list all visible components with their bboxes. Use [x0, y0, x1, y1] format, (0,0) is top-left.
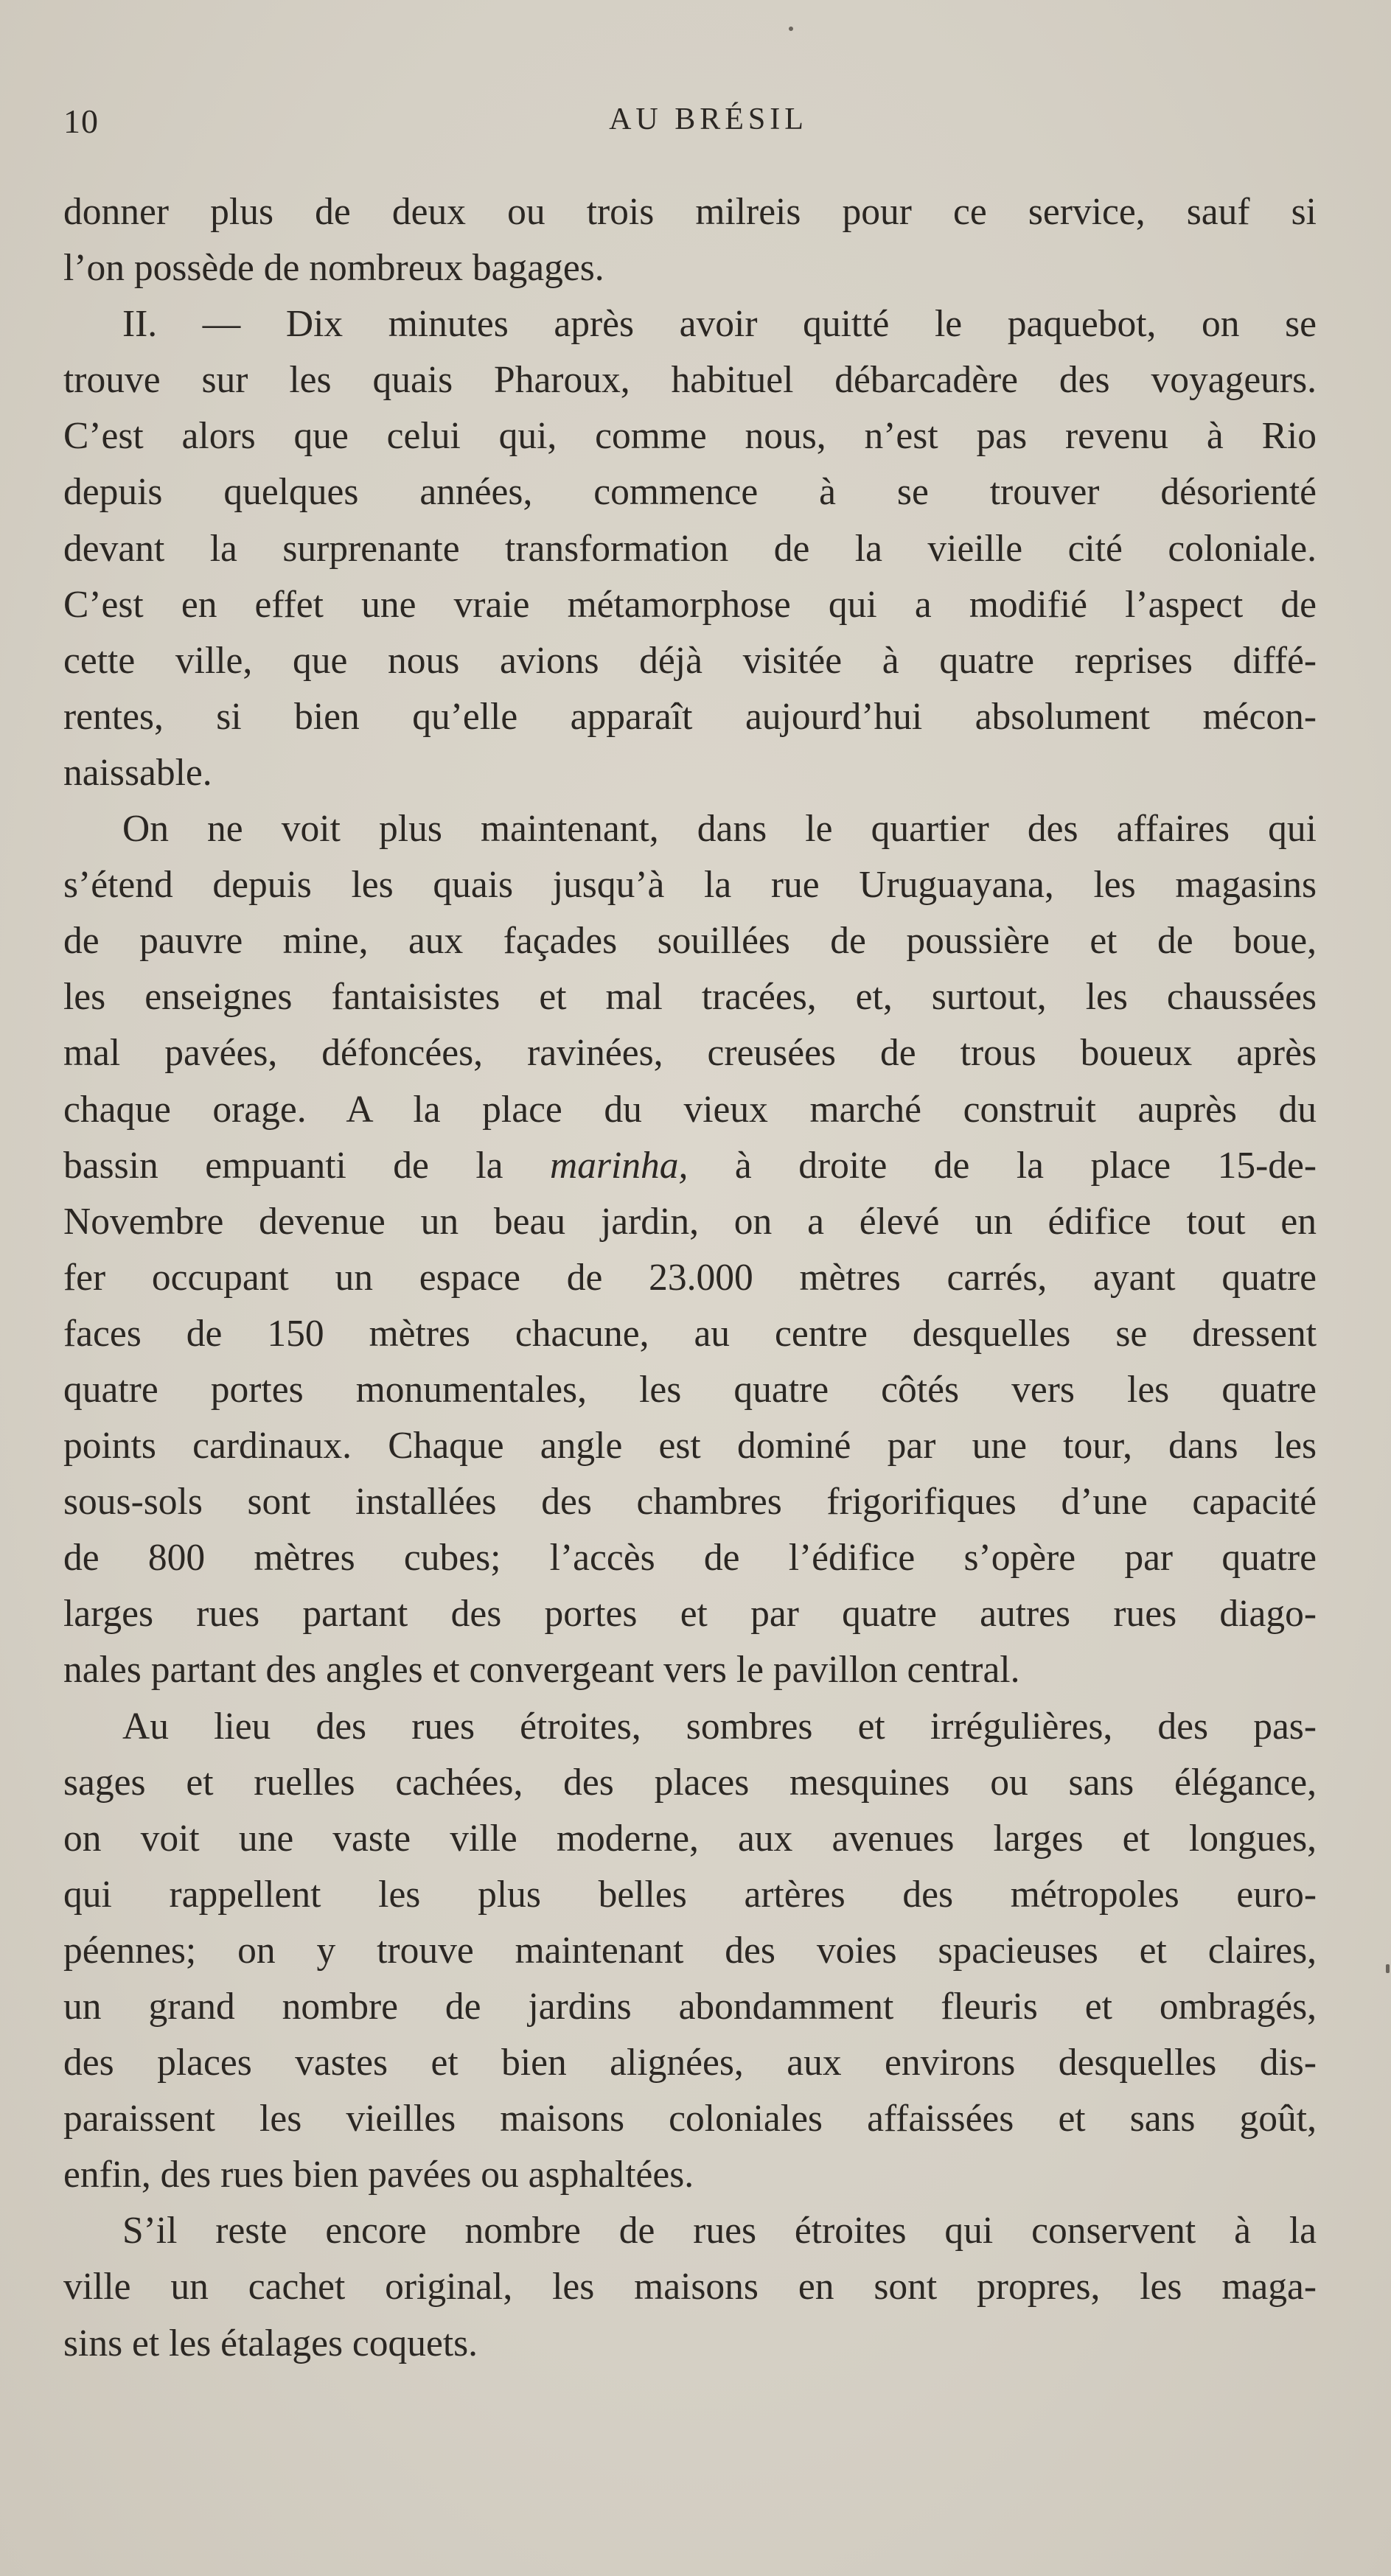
text-line-with-italic: [63, 1138, 1317, 1194]
text-line: naissable.: [63, 751, 212, 794]
paragraph: [63, 1699, 1317, 2204]
text-line: mal pavées, défoncées, ravinées, creusées de trous boueux après: [63, 1032, 1317, 1075]
text-line: II. — Dix minutes après avoir quitté le paquebot, on se: [122, 303, 1317, 346]
text-line: des places vastes et bien alignées, aux environs desquelles dis-: [63, 2042, 1317, 2084]
text-segment: bassin empuanti de la: [63, 1144, 551, 1187]
text-line: nales partant des angles et convergeant vers le pavillon central.: [63, 1649, 1020, 1692]
text-line: s’étend depuis les quais jusqu’à la rue Uruguayana, les magasins: [63, 864, 1317, 907]
text-line: paraissent les vieilles maisons coloniales affaissées et sans goût,: [63, 2098, 1317, 2140]
text-line: l’on possède de nombreux bagages.: [63, 247, 604, 290]
text-line: qui rappellent les plus belles artères des métropoles euro-: [63, 1873, 1317, 1916]
paper-speck: [1386, 1964, 1390, 1973]
text-line: péennes; on y trouve maintenant des voies spacieuses et claires,: [63, 1929, 1317, 1972]
body-text: [63, 184, 1317, 2372]
text-line: S’il reste encore nombre de rues étroites qui conservent à la: [122, 2210, 1317, 2252]
text-line: sous-sols sont installées des chambres frigorifiques d’une capacité: [63, 1481, 1317, 1523]
text-line: On ne voit plus maintenant, dans le quartier des affaires qui: [122, 808, 1317, 851]
italic-word: marinha,: [550, 1144, 688, 1187]
paragraph: [63, 296, 1317, 801]
text-line: sins et les étalages coquets.: [63, 2322, 478, 2364]
text-line: de pauvre mine, aux façades souillées de poussière et de boue,: [63, 920, 1317, 963]
text-line: points cardinaux. Chaque angle est dominé par une tour, dans les: [63, 1425, 1317, 1467]
text-line: Au lieu des rues étroites, sombres et irrégulières, des pas-: [122, 1705, 1317, 1748]
text-line: quatre portes monumentales, les quatre côtés vers les quatre: [63, 1368, 1317, 1411]
text-line: C’est en effet une vraie métamorphose qui a modifié l’aspect de: [63, 583, 1317, 626]
text-line: chaque orage. A la place du vieux marché construit auprès du: [63, 1088, 1317, 1131]
text-line: ville un cachet original, les maisons en sont propres, les maga-: [63, 2266, 1317, 2308]
running-title: AU BRÉSIL: [609, 102, 808, 136]
text-line: C’est alors que celui qui, comme nous, n’est pas revenu à Rio: [63, 415, 1317, 458]
text-line: depuis quelques années, commence à se trouver désorienté: [63, 471, 1317, 514]
paragraph: [63, 2203, 1317, 2371]
paper-speck: [789, 27, 793, 31]
text-line: enfin, des rues bien pavées ou asphaltées.: [63, 2154, 694, 2196]
text-line: fer occupant un espace de 23.000 mètres carrés, ayant quatre: [63, 1256, 1317, 1299]
text-line: donner plus de deux ou trois milreis pour ce service, sauf si: [63, 191, 1317, 233]
paragraph: [63, 801, 1317, 1699]
text-line: sages et ruelles cachées, des places mesquines ou sans élégance,: [63, 1761, 1317, 1804]
text-line: de 800 mètres cubes; l’accès de l’édifice s’opère par quatre: [63, 1537, 1317, 1580]
text-segment: à droite de la place 15-de-: [688, 1144, 1317, 1187]
paragraph: [63, 184, 1317, 296]
text-line: les enseignes fantaisistes et mal tracées, et, surtout, les chaussées: [63, 976, 1317, 1019]
page-header: [63, 102, 1317, 146]
page-number: 10: [63, 102, 99, 140]
text-line: un grand nombre de jardins abondamment fleuris et ombragés,: [63, 1986, 1317, 2028]
text-line: faces de 150 mètres chacune, au centre desquelles se dressent: [63, 1312, 1317, 1355]
text-line: on voit une vaste ville moderne, aux avenues larges et longues,: [63, 1817, 1317, 1860]
text-line: larges rues partant des portes et par quatre autres rues diago-: [63, 1593, 1317, 1636]
text-line: rentes, si bien qu’elle apparaît aujourd’hui absolument mécon-: [63, 695, 1317, 738]
text-line: trouve sur les quais Pharoux, habituel débarcadère des voyageurs.: [63, 359, 1317, 402]
text-line: devant la surprenante transformation de la vieille cité coloniale.: [63, 527, 1317, 570]
text-line: Novembre devenue un beau jardin, on a élevé un édifice tout en: [63, 1200, 1317, 1243]
text-line: cette ville, que nous avions déjà visitée à quatre reprises diffé-: [63, 639, 1317, 682]
